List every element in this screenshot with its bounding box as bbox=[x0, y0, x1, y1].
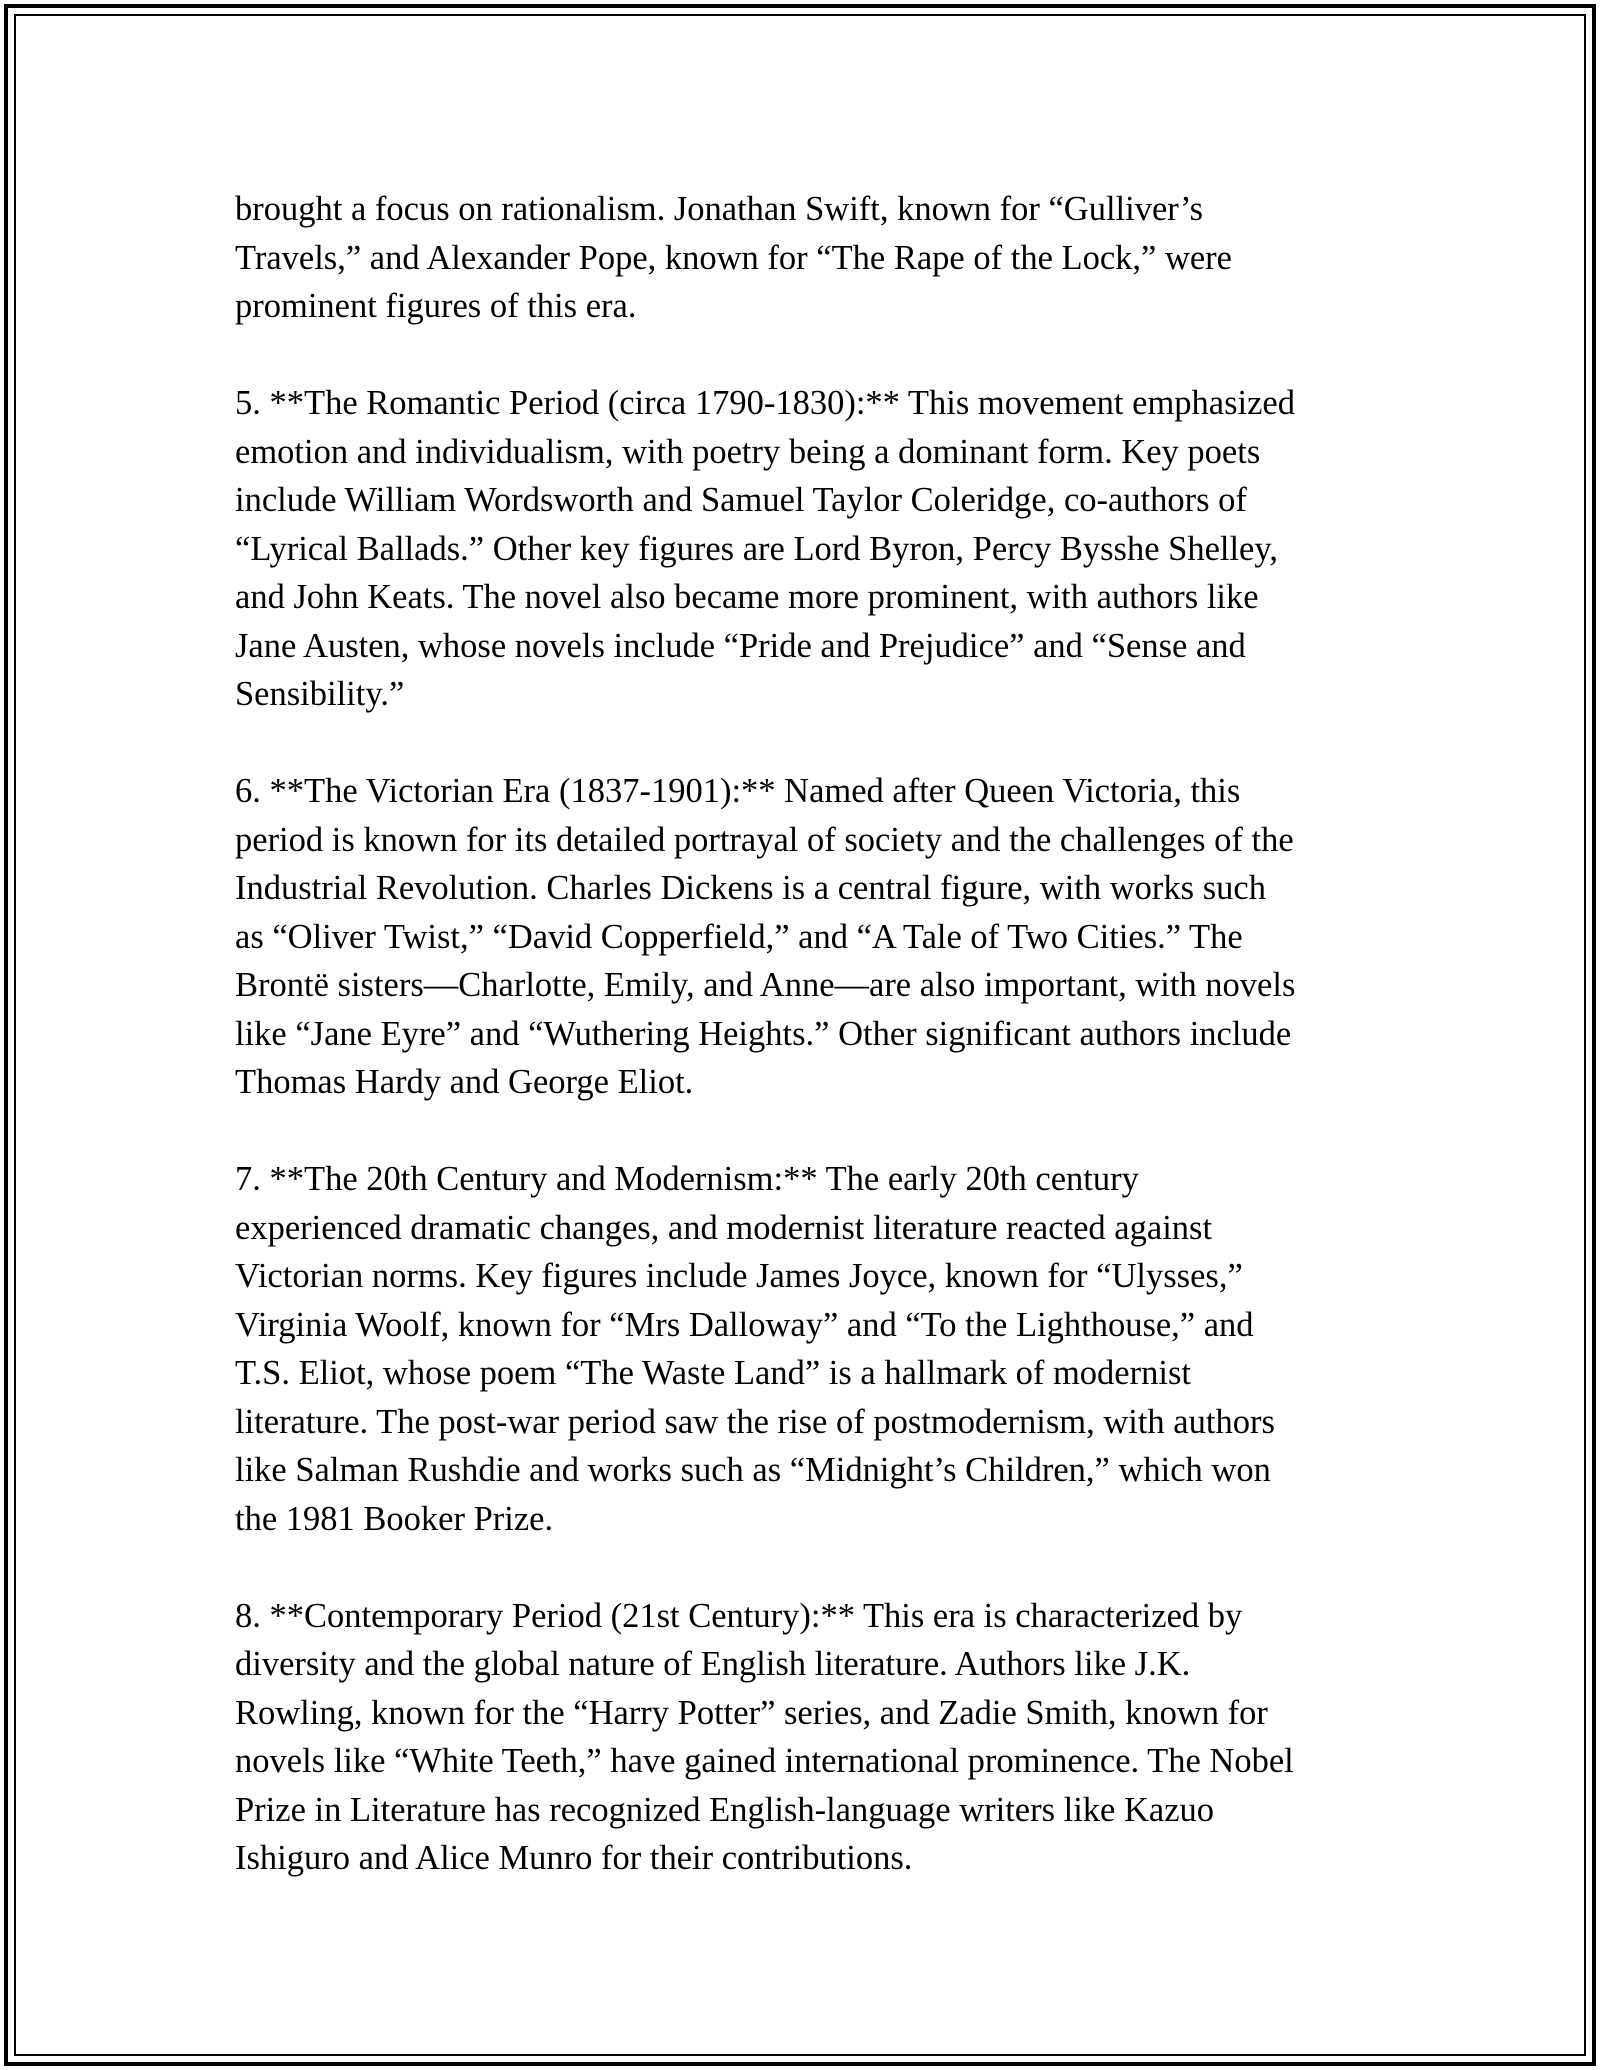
paragraph-romantic-period: 5. **The Romantic Period (circa 1790-1830):** This movement emphasized emotion and individualism, with poetry being a dominant form. Key poets include William Wordsworth and Samuel Taylor Coleridge, co-authors of “Lyrical Ballads.” Other key figures are Lord Byron, Percy Bysshe Shelley, and John Keats. The novel also became more prominent, with authors like Jane Austen, whose novels include “Pride and Prejudice” and “Sense and Sensibility.” bbox=[235, 384, 1295, 713]
paragraph-victorian-era: 6. **The Victorian Era (1837-1901):** Named after Queen Victoria, this period is known for its detailed portrayal of society and the challenges of the Industrial Revolution. Charles Dickens is a central figure, with works such as “Oliver Twist,” “David Copperfield,” and “A Tale of Two Cities.” The Brontë sisters—Charlotte, Emily, and Anne—are also important, with novels like “Jane Eyre” and “Wuthering Heights.” Other significant authors include Thomas Hardy and George Eliot. bbox=[235, 772, 1296, 1101]
document-body bbox=[235, 185, 1385, 1931]
paragraph-augustan-continuation: brought a focus on rationalism. Jonathan Swift, known for “Gulliver’s Travels,” and Alexander Pope, known for “The Rape of the Lock,” were prominent figures of this era. bbox=[235, 190, 1232, 325]
paragraph-contemporary-period: 8. **Contemporary Period (21st Century):** This era is characterized by diversity and the global nature of English literature. Authors like J.K. Rowling, known for the “Harry Potter” series, and Zadie Smith, known for novels like “White Teeth,” have gained international prominence. The Nobel Prize in Literature has recognized English-language writers like Kazuo Ishiguro and Alice Munro for their contributions. bbox=[235, 1596, 1294, 1877]
paragraph-modernism: 7. **The 20th Century and Modernism:** The early 20th century experienced dramatic changes, and modernist literature reacted against Victorian norms. Key figures include James Joyce, known for “Ulysses,” Virginia Woolf, known for “Mrs Dalloway” and “To the Lighthouse,” and T.S. Eliot, whose poem “The Waste Land” is a hallmark of modernist literature. The post-war period saw the rise of postmodernism, with authors like Salman Rushdie and works such as “Midnight’s Children,” which won the 1981 Booker Prize. bbox=[235, 1160, 1275, 1538]
